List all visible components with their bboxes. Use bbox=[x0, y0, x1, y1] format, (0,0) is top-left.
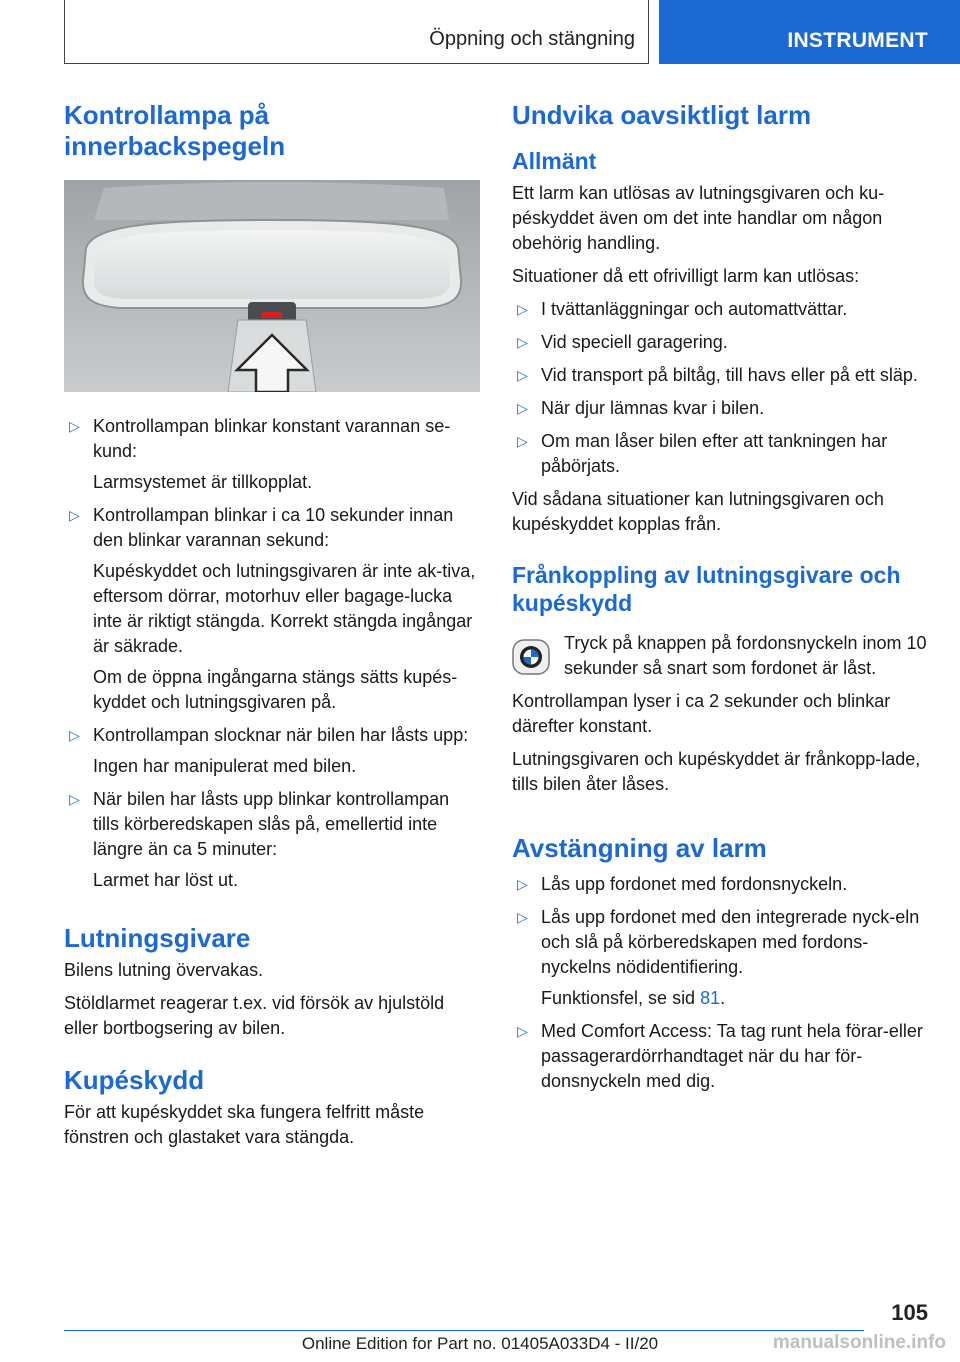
list-item: ▷ Om man låser bilen efter att tankningen har påbörjats. bbox=[517, 431, 888, 476]
triangle-bullet-icon: ▷ bbox=[517, 909, 528, 925]
malfunction-reference: Funktionsfel, se sid 81. bbox=[541, 988, 726, 1008]
heading-indicator-lamp: Kontrollampa på innerbackspegeln bbox=[64, 100, 286, 161]
disconnect-paragraph: Kontrollampan lyser i ca 2 sekunder och blinkar därefter konstant. bbox=[512, 691, 891, 736]
header-chapter-tab[interactable]: INSTRUMENT bbox=[659, 0, 960, 64]
tilt-paragraph: Bilens lutning övervakas. bbox=[64, 960, 264, 980]
alarm-off-list bbox=[512, 872, 928, 1094]
triangle-bullet-icon: ▷ bbox=[517, 433, 528, 449]
triangle-bullet-icon: ▷ bbox=[517, 334, 528, 350]
page-number: 105 bbox=[891, 1300, 928, 1325]
watermark: manualsonline.info bbox=[772, 1332, 946, 1353]
triangle-bullet-icon: ▷ bbox=[517, 876, 528, 892]
list-item: ▷ Kontrollampan slocknar när bilen har låsts upp: Ingen har manipulerat med bilen. bbox=[69, 725, 469, 776]
interior-paragraph: För att kupéskyddet ska fungera felfritt måste fönstren och glastaket vara stängda. bbox=[64, 1102, 425, 1147]
rearview-mirror-image bbox=[64, 180, 480, 392]
key-note bbox=[512, 631, 928, 681]
heading-interior-protection: Kupéskydd bbox=[64, 1065, 205, 1095]
heading-disconnect: Frånkoppling av lutningsgivare och kupéskydd bbox=[512, 562, 901, 616]
heading-alarm-off: Avstängning av larm bbox=[512, 833, 767, 863]
disconnect-paragraph: Lutningsgivaren och kupéskyddet är frånkopp-lade, tills bilen åter låses. bbox=[512, 749, 921, 794]
triangle-bullet-icon: ▷ bbox=[517, 301, 528, 317]
list-item: ▷ I tvättanläggningar och automattvättar. bbox=[512, 297, 928, 322]
triangle-bullet-icon: ▷ bbox=[517, 400, 528, 416]
list-item: ▷ När bilen har låsts upp blinkar kontrollampan tills körberedskapen slås på, emellertid inte längre än ca 5 minuter: Larmet har löst ut. bbox=[69, 789, 450, 890]
list-item: ▷ Kontrollampan blinkar konstant varannan se-kund: Larmsystemet är tillkopplat. bbox=[69, 416, 451, 492]
triangle-bullet-icon: ▷ bbox=[69, 791, 80, 807]
triangle-bullet-icon: ▷ bbox=[69, 727, 80, 743]
list-item: ▷ Kontrollampan blinkar i ca 10 sekunder innan den blinkar varannan sekund: Kupéskyddet och lutningsgivaren är inte ak-tiva, eftersom dörrar, motorhuv eller bagage-lucka inte är riktigt stängda. Korrekt stängda ingångar är säkrade. Om de öppna ingångarna stängs sätts kupés-kyddet och lutningsgivaren på. bbox=[69, 505, 476, 712]
list-item: ▷ Lås upp fordonet med fordonsnyckeln. bbox=[512, 872, 928, 897]
general-paragraph: Ett larm kan utlösas av lutningsgivaren och ku-péskyddet även om det inte handlar om någon obehörig handling. bbox=[512, 183, 885, 253]
situations-list bbox=[512, 297, 928, 479]
heading-avoid-false-alarm: Undvika oavsiktligt larm bbox=[512, 100, 812, 130]
triangle-bullet-icon: ▷ bbox=[69, 507, 80, 523]
tilt-paragraph: Stöldlarmet reagerar t.ex. vid försök av hjulstöld eller bortbogsering av bilen. bbox=[64, 993, 445, 1038]
list-item: ▷ När djur lämnas kvar i bilen. bbox=[512, 396, 928, 421]
indicator-lamp-list bbox=[64, 414, 480, 893]
page-link-81[interactable]: 81 bbox=[700, 988, 721, 1008]
situations-after-paragraph: Vid sådana situationer kan lutningsgivaren och kupéskyddet kopplas från. bbox=[512, 489, 884, 534]
heading-general: Allmänt bbox=[512, 148, 597, 174]
list-item: ▷ Med Comfort Access: Ta tag runt hela förar-eller passagerardörrhandtaget när du har för-donsnyckeln med dig. bbox=[517, 1021, 923, 1091]
right-column bbox=[512, 100, 928, 1102]
list-item: ▷ Vid transport på biltåg, till havs eller på ett släp. bbox=[512, 363, 928, 388]
footer-edition: Online Edition for Part no. 01405A033D4 - II/20 bbox=[301, 1334, 659, 1353]
triangle-bullet-icon: ▷ bbox=[517, 1023, 528, 1039]
general-paragraph: Situationer då ett ofrivilligt larm kan utlösas: bbox=[512, 266, 860, 286]
triangle-bullet-icon: ▷ bbox=[517, 367, 528, 383]
key-note-text: Tryck på knappen på fordonsnyckeln inom 10 sekunder så snart som fordonet är låst. bbox=[564, 633, 927, 678]
list-item: ▷ Vid speciell garagering. bbox=[512, 330, 928, 355]
key-fob-button-icon bbox=[512, 639, 550, 675]
triangle-bullet-icon: ▷ bbox=[69, 418, 80, 434]
list-item: ▷ Lås upp fordonet med den integrerade nyck-eln och slå på körberedskapen med fordons-nyckelns nödidentifiering. Funktionsfel, se sid 81. bbox=[512, 905, 928, 1011]
header-section-title: Öppning och stängning bbox=[429, 28, 635, 50]
left-column bbox=[64, 100, 480, 1158]
footer-rule bbox=[64, 1330, 864, 1331]
heading-tilt-sensor: Lutningsgivare bbox=[64, 923, 251, 953]
